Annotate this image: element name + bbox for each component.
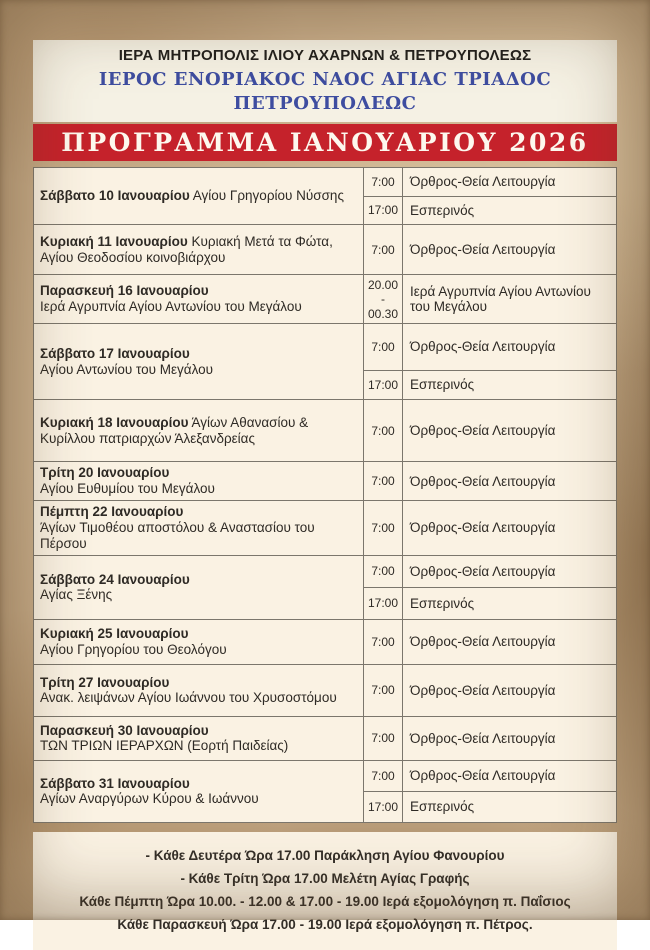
services-group [363,168,616,224]
row-description: Ανακ. λειψάνων Αγίου Ιωάννου του Χρυσοστόμου [40,690,337,706]
row-description: Άγίων Αθανασίου & Κυρίλλου πατριαρχών Άλεξανδρείας [40,414,309,446]
row-date: Σάββατο 10 Ιανουαρίου [40,188,190,204]
services-group [363,620,616,664]
metropolis-title: ΙΕΡΑ ΜΗΤΡΟΠΟΛΙΣ ΙΛΙΟΥ ΑΧΑΡΝΩΝ & ΠΕΤΡΟΥΠΟΛΕΩΣ [118,47,532,64]
row-date: Τρίτη 27 Ιανουαρίου [40,674,170,690]
service-row [363,196,616,225]
row-date: Τρίτη 20 Ιανουαρίου [40,465,170,481]
service-time: 17:00 [363,371,403,399]
row-description: Αγίας Ξένης [40,587,113,603]
row-date: Κυριακή 25 Ιανουαρίου [40,626,189,642]
row-description: Αγίων Αναργύρων Κύρου & Ιωάννου [40,791,259,807]
service-time: 17:00 [363,588,403,619]
row-date: Σάββατο 31 Ιανουαρίου [40,775,190,791]
row-description: Αγίου Ευθυμίου του Μεγάλου [40,481,215,497]
row-description: Αγίου Αντωνίου του Μεγάλου [40,361,214,377]
service-name: Όρθρος-Θεία Λειτουργία [410,473,556,489]
service-name: Εσπερινός [410,377,475,393]
service-time: 7:00 [363,620,403,664]
services-group [363,556,616,619]
schedule-row [34,664,616,716]
row-date: Πέμπτη 22 Ιανουαρίου [40,504,184,520]
service-time: 7:00 [363,168,403,196]
service-row [363,665,616,716]
service-row [363,400,616,461]
row-date: Παρασκευή 16 Ιανουαρίου [40,283,209,299]
date-cell [34,501,363,555]
schedule-row [34,716,616,760]
service-name: Όρθρος-Θεία Λειτουργία [410,423,556,439]
date-cell [34,665,363,716]
service-time: 7:00 [363,556,403,587]
date-cell [34,275,363,323]
service-name: Όρθρος-Θεία Λειτουργία [410,520,556,536]
service-time: 7:00 [363,324,403,370]
service-name: Όρθρος-Θεία Λειτουργία [410,563,556,579]
services-group [363,275,616,323]
service-name: Εσπερινός [410,799,475,815]
row-date: Σάββατο 17 Ιανουαρίου [40,345,190,361]
service-name: Εσπερινός [410,595,475,611]
service-row [363,370,616,399]
service-row [363,501,616,555]
date-cell [34,168,363,224]
service-row [363,462,616,500]
date-cell [34,761,363,822]
service-time: 7:00 [363,665,403,716]
date-cell [34,717,363,760]
schedule-row [34,500,616,555]
note-line: - Κάθε Δευτέρα Ώρα 17.00 Παράκληση Αγίου Φανουρίου [145,847,505,863]
service-row [363,168,616,196]
notes-box [33,832,617,950]
service-row [363,324,616,370]
service-name: Όρθρος-Θεία Λειτουργία [410,339,556,355]
schedule-row [34,461,616,500]
program-banner [33,124,617,161]
date-cell [34,400,363,461]
schedule-table [33,167,617,823]
schedule-row [34,168,616,224]
service-name: Όρθρος-Θεία Λειτουργία [410,730,556,746]
row-description: Ιερά Αγρυπνία Αγίου Αντωνίου του Μεγάλου [40,299,302,315]
note-line: Κάθε Πέμπτη Ώρα 10.00. - 12.00 & 17.00 - 19.00 Ιερά εξομολόγηση π. Παΐσιος [79,893,571,909]
service-name: Όρθρος-Θεία Λειτουργία [410,634,556,650]
service-row [363,225,616,274]
row-date: Παρασκευή 30 Ιανουαρίου [40,722,209,738]
services-group [363,324,616,399]
services-group [363,225,616,274]
parish-title: ΙΕΡΟC ΕΝΟΡΙΑΚΟC ΝΑΟC ΑΓΙΑC ΤΡΙΑΔΟC ΠΕΤΡΟΥΠΟΛΕΩC [98,68,552,115]
poster-content [33,0,617,950]
services-group [363,665,616,716]
service-name: Όρθρος-Θεία Λειτουργία [410,682,556,698]
services-group [363,400,616,461]
schedule-row [34,224,616,274]
schedule-row [34,619,616,664]
service-name: Ιερά Αγρυπνία Αγίου Αντωνίου του Μεγάλου [410,283,591,315]
service-row [363,556,616,587]
service-row [363,791,616,822]
service-time: 17:00 [363,197,403,225]
service-name: Όρθρος-Θεία Λειτουργία [410,174,556,190]
service-row [363,620,616,664]
services-group [363,761,616,822]
service-time: 7:00 [363,225,403,274]
row-date: Κυριακή 11 Ιανουαρίου [40,233,188,249]
service-time: 7:00 [363,462,403,500]
date-cell [34,324,363,399]
schedule-row [34,399,616,461]
services-group [363,462,616,500]
note-line: - Κάθε Τρίτη Ώρα 17.00 Μελέτη Αγίας Γραφής [180,870,470,886]
row-description: Άγίων Τιμοθέου αποστόλου & Αναστασίου του Πέρσου [40,520,315,552]
service-time: 7:00 [363,501,403,555]
schedule-row [34,323,616,399]
date-cell [34,556,363,619]
schedule-row [34,274,616,323]
service-time: 20.00 - 00.30 [363,275,403,323]
row-description: ΤΩΝ ΤΡΙΩΝ ΙΕΡΑΡΧΩΝ (Εορτή Παιδείας) [40,738,289,754]
program-title: ΠΡΟΓΡΑΜΜΑ ΙΑΝΟΥΑΡΙΟΥ 2026 [61,128,589,158]
service-row [363,275,616,323]
service-row [363,587,616,619]
services-group [363,717,616,760]
service-row [363,717,616,760]
schedule-row [34,760,616,822]
row-date: Κυριακή 18 Ιανουαρίου [40,414,189,430]
service-time: 7:00 [363,400,403,461]
services-group [363,501,616,555]
church-header [33,40,617,122]
date-cell [34,620,363,664]
date-cell [34,462,363,500]
schedule-row [34,555,616,619]
service-time: 17:00 [363,792,403,822]
service-name: Όρθρος-Θεία Λειτουργία [410,768,556,784]
service-time: 7:00 [363,761,403,791]
date-cell [34,225,363,274]
service-name: Όρθρος-Θεία Λειτουργία [410,242,556,258]
row-description: Αγίου Γρηγορίου Νύσσης [192,188,344,204]
row-date: Σάββατο 24 Ιανουαρίου [40,571,190,587]
service-name: Εσπερινός [410,202,475,218]
service-row [363,761,616,791]
row-description: Αγίου Γρηγορίου του Θεολόγου [40,641,227,657]
service-time: 7:00 [363,717,403,760]
row-description: Κυριακή Μετά τα Φώτα, Αγίου Θεοδοσίου κοινοβιάρχου [40,233,333,265]
note-line: Κάθε Παρασκευή Ώρα 17.00 - 19.00 Ιερά εξομολόγηση π. Πέτρος. [117,916,533,932]
